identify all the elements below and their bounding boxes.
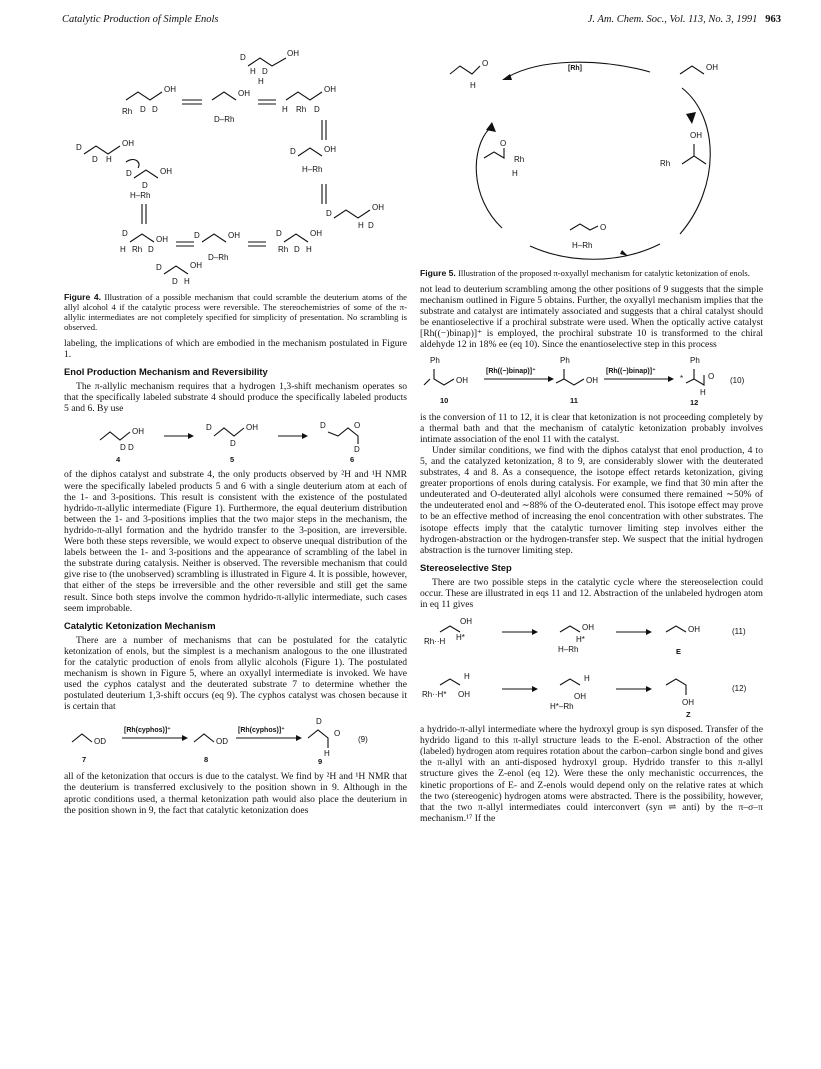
figure-5 xyxy=(420,38,763,278)
svg-text:OH: OH xyxy=(238,89,250,98)
fig5-hydrido-oxyallyl xyxy=(570,223,606,250)
svg-text:(11): (11) xyxy=(732,627,746,637)
equation-12 xyxy=(420,667,763,724)
equation-9-drawing xyxy=(64,712,407,766)
fig4-molecule-5 xyxy=(126,167,172,200)
svg-text:OH: OH xyxy=(160,167,172,176)
svg-text:OH: OH xyxy=(456,375,468,385)
svg-text:H: H xyxy=(358,221,364,230)
svg-text:*: * xyxy=(680,373,684,383)
compound-10 xyxy=(424,356,468,405)
equation-11 xyxy=(420,610,763,667)
svg-text:5: 5 xyxy=(230,455,235,465)
svg-text:D: D xyxy=(368,221,374,230)
arrow-head xyxy=(548,376,554,382)
left-column xyxy=(64,38,407,816)
svg-text:D: D xyxy=(194,231,200,240)
svg-text:H–Rh: H–Rh xyxy=(130,191,151,200)
svg-text:D: D xyxy=(156,263,162,272)
journal-citation: J. Am. Chem. Soc., Vol. 113, No. 3, 1991 xyxy=(587,14,758,25)
caption-text: Illustration of the proposed π-oxyallyl mechanism for catalytic ketonization of enols. xyxy=(457,268,750,278)
svg-text:OH: OH xyxy=(682,698,694,708)
svg-text:H: H xyxy=(120,245,126,254)
paragraph: labeling, the implications of which are embodied in the mechanism postulated in Figure 1. xyxy=(64,338,407,361)
eq11-substrate xyxy=(424,617,472,646)
svg-text:7: 7 xyxy=(82,755,87,765)
svg-text:[Rh]: [Rh] xyxy=(568,65,582,72)
svg-text:OD: OD xyxy=(94,737,106,747)
svg-text:H: H xyxy=(700,387,706,397)
svg-text:Z: Z xyxy=(686,710,691,720)
svg-text:OH: OH xyxy=(706,63,718,72)
svg-text:H–Rh: H–Rh xyxy=(558,645,579,655)
equilibrium-arrow xyxy=(248,242,266,246)
fig5-oxyallyl-intermediate xyxy=(484,139,524,178)
compound-12 xyxy=(680,356,714,407)
svg-text:(10): (10) xyxy=(730,375,745,385)
svg-text:[Rh((−)binap)]⁺: [Rh((−)binap)]⁺ xyxy=(486,367,536,375)
svg-text:[Rh(cyphos)]⁺: [Rh(cyphos)]⁺ xyxy=(124,727,171,735)
arrow-head xyxy=(620,250,628,256)
caption-text: Illustration of a possible mechanism that could scramble the deuterium atoms of the allyl alcohol 4 if the catalytic process were reversible. The stereochemistries of some of the π-allylic intermediates are not completely specified for simplicity of presentation. No scrambling is observed. xyxy=(64,292,407,332)
svg-text:11: 11 xyxy=(570,395,578,405)
svg-text:D: D xyxy=(148,245,154,254)
figure-5-caption xyxy=(420,268,763,278)
svg-text:E: E xyxy=(676,647,682,657)
figure-4-caption xyxy=(64,292,407,332)
arrow-head xyxy=(686,112,696,124)
fig5-enol-complex xyxy=(660,131,706,168)
right-column xyxy=(420,38,763,824)
svg-text:Ph: Ph xyxy=(560,355,570,365)
svg-text:D: D xyxy=(92,155,98,164)
svg-text:OH: OH xyxy=(156,235,168,244)
svg-text:OH: OH xyxy=(688,625,700,635)
cycle-arc-left xyxy=(476,128,502,228)
svg-text:Rh: Rh xyxy=(278,245,289,254)
svg-text:D: D xyxy=(206,423,212,433)
scheme-1-drawing xyxy=(64,414,407,464)
svg-text:D: D xyxy=(320,421,326,431)
svg-text:D: D xyxy=(142,181,148,190)
svg-text:Rh··H*: Rh··H* xyxy=(422,690,447,700)
svg-text:OH: OH xyxy=(246,423,258,433)
fig4-molecule-10 xyxy=(276,229,322,254)
svg-text:H: H xyxy=(470,81,476,90)
svg-text:OH: OH xyxy=(372,203,384,212)
svg-text:D: D xyxy=(120,443,126,453)
caption-label: Figure 4. xyxy=(64,292,102,302)
svg-text:OH: OH xyxy=(164,85,176,94)
svg-text:H*–Rh: H*–Rh xyxy=(550,702,574,712)
eq12-substrate xyxy=(422,672,470,699)
svg-text:Ph: Ph xyxy=(690,355,700,365)
svg-text:D: D xyxy=(290,147,296,156)
svg-text:Rh: Rh xyxy=(122,107,133,116)
svg-text:9: 9 xyxy=(318,757,323,767)
svg-text:D: D xyxy=(128,443,134,453)
equation-12-drawing xyxy=(420,667,763,719)
fig5-aldehyde xyxy=(450,59,488,90)
svg-text:D: D xyxy=(316,717,322,727)
svg-text:H*: H* xyxy=(456,633,465,643)
svg-text:OH: OH xyxy=(324,85,336,94)
fig4-molecule-1 xyxy=(122,85,176,116)
svg-text:D–Rh: D–Rh xyxy=(208,253,229,262)
eq11-intermediate xyxy=(558,623,594,654)
svg-text:H–Rh: H–Rh xyxy=(302,165,323,174)
figure-4-scheme xyxy=(64,38,407,288)
section-heading: Catalytic Ketonization Mechanism xyxy=(64,619,216,631)
paragraph: is the conversion of 11 to 12, it is clear that ketonization is not proceeding completely by a thermal bath and that the mechanism of catalytic ketonization probably involves intimate association of the enol 11 with the catalyst. xyxy=(420,411,763,445)
svg-text:OH: OH xyxy=(586,375,598,385)
svg-text:OH: OH xyxy=(190,261,202,270)
svg-text:8: 8 xyxy=(204,755,209,765)
figure-4 xyxy=(64,38,407,332)
fig4-molecule-6 xyxy=(290,145,336,174)
cycle-arc-right xyxy=(680,88,710,234)
arrow-head xyxy=(296,735,302,741)
svg-text:D: D xyxy=(126,169,132,178)
svg-text:OH: OH xyxy=(574,692,586,702)
svg-text:D–Rh: D–Rh xyxy=(214,115,235,124)
svg-text:[Rh(cyphos)]⁺: [Rh(cyphos)]⁺ xyxy=(238,727,285,735)
svg-text:H: H xyxy=(324,749,330,759)
equation-10-drawing xyxy=(420,351,763,407)
fig4-molecule-8 xyxy=(120,229,168,254)
svg-text:[Rh((−)binap)]⁺: [Rh((−)binap)]⁺ xyxy=(606,367,656,375)
svg-text:OH: OH xyxy=(310,229,322,238)
svg-text:6: 6 xyxy=(350,455,355,465)
running-header-journal xyxy=(588,14,781,25)
svg-text:OH: OH xyxy=(122,139,134,148)
svg-text:H: H xyxy=(464,672,470,682)
equation-9 xyxy=(64,712,407,771)
arrow-head xyxy=(188,433,194,439)
equilibrium-arrow xyxy=(258,100,276,104)
fig4-molecule-4 xyxy=(76,139,134,164)
scheme-1 xyxy=(64,414,407,469)
compound-8 xyxy=(194,734,228,764)
svg-text:10: 10 xyxy=(440,395,449,405)
eq12-intermediate xyxy=(550,674,590,711)
svg-text:OH: OH xyxy=(228,231,240,240)
svg-text:O: O xyxy=(482,59,489,68)
arrow-head xyxy=(668,376,674,382)
svg-text:Ph: Ph xyxy=(430,355,440,365)
svg-text:O: O xyxy=(600,223,607,232)
svg-text:OH: OH xyxy=(460,617,472,627)
svg-text:D: D xyxy=(314,105,320,114)
svg-text:OD: OD xyxy=(216,737,228,747)
compound-5 xyxy=(206,423,258,464)
fig5-allyl-alcohol xyxy=(680,63,718,74)
svg-text:Rh··H: Rh··H xyxy=(424,637,446,647)
svg-text:OH: OH xyxy=(324,145,336,154)
fig4-molecule-2 xyxy=(212,89,250,124)
svg-text:H: H xyxy=(258,77,264,86)
fig4-molecule-bottom xyxy=(156,261,202,286)
svg-text:D: D xyxy=(172,277,178,286)
equilibrium-arrow xyxy=(322,184,326,204)
fig4-molecule-3 xyxy=(282,85,336,114)
svg-text:H: H xyxy=(184,277,190,286)
arrow-head xyxy=(646,629,652,635)
svg-text:D: D xyxy=(240,53,246,62)
svg-text:O: O xyxy=(708,371,715,381)
svg-text:Rh: Rh xyxy=(132,245,143,254)
section-heading: Stereoselective Step xyxy=(420,561,512,573)
paragraph: Under similar conditions, we find with the diphos catalyst that enol production, 4 to 5, and the catalyzed ketonization, 8 to 9, are considerably slower with the deuterated substrates, 4 and 8. As a consequence, the isotope effect retards ketonization, giving greater proportions of enols during catalysis. For example, we find that 30 min after the undeuterated and O-deuterated allyl alcohols were consumed there remained ∼50% of the undeuterated enol and ∼88% of the O-deuterated enol. This isotope effect may prove to be an effective method of increasing the enol concentration with other substrates. The isotope effects imply that the catalytic turnover limiting step involves either the hydrogen-abstraction or the hydrogen-transfer step. We suspect that the initial hydrogen abstraction is the turnover limiting step. xyxy=(420,444,763,556)
equilibrium-arrow xyxy=(182,100,202,104)
svg-text:D: D xyxy=(294,245,300,254)
svg-text:12: 12 xyxy=(690,397,699,407)
svg-text:D: D xyxy=(276,229,282,238)
section-heading: Enol Production Mechanism and Reversibility xyxy=(64,366,268,378)
svg-text:(9): (9) xyxy=(358,735,368,745)
compound-6 xyxy=(320,421,360,464)
arrow-head xyxy=(532,629,538,635)
svg-text:D: D xyxy=(122,229,128,238)
figure-5-scheme xyxy=(420,38,763,264)
svg-text:H: H xyxy=(282,105,288,114)
svg-text:O: O xyxy=(500,139,507,148)
paragraph: of the diphos catalyst and substrate 4, the only products observed by ²H and ¹H NMR were the specifically labeled products 5 and 6 with a single deuterium atom at each of the 1- and 3-positions. This result is consistent with the existence of the postulated hydrido-π-allylic intermediate (Figure 1). Furthermore, the equal deuterium distribution between the 1- and 3-positions implies that the two major steps in the mechanism, the hydrido-π-allyl formation and the hydrido transfer to the 3-position, are irreversible. Were both these steps reversible, we would expect to observe unequal distribution of the labels between the 1- and 3-positions and the appearance of scrambling of the label in the substrate during catalysis. Neither is observed. The reversible mechanism that could give rise to (the unobserved) scrambling is illustrated in Figure 4. It is possible, however, that either of the steps be irreversible and the other reversible and still get the same result. Since both steps involve the common hydrido-π-allylic intermediate, such cases seem improbable. xyxy=(64,469,407,614)
svg-text:D: D xyxy=(230,439,236,449)
svg-text:Rh: Rh xyxy=(660,159,671,168)
paragraph: There are two possible steps in the catalytic cycle where the stereoselection could occur. These are illustrated in eqs 11 and 12. Abstraction of the unlabeled hydrogen atom in eq 11 gives xyxy=(420,576,763,610)
equilibrium-arrow xyxy=(142,204,146,224)
svg-text:D: D xyxy=(262,67,268,76)
page-number: 963 xyxy=(765,14,781,25)
svg-text:H: H xyxy=(512,169,518,178)
arrow-head xyxy=(532,686,538,692)
svg-text:Rh: Rh xyxy=(514,155,525,164)
svg-text:O: O xyxy=(354,421,361,431)
svg-text:D: D xyxy=(354,445,360,455)
svg-text:H: H xyxy=(584,674,590,684)
compound-7 xyxy=(72,734,106,764)
curved-arrow xyxy=(126,160,139,168)
fig4-molecule-9 xyxy=(194,231,240,262)
paragraph: The π-allylic mechanism requires that a hydrogen 1,3-shift mechanism operates so that the specifically labeled substrate 4 should produce the specifically labeled products 5 and 6. By use xyxy=(64,381,407,415)
svg-text:4: 4 xyxy=(116,455,121,465)
compound-4 xyxy=(100,427,144,464)
arrow-head xyxy=(502,74,512,80)
svg-text:OH: OH xyxy=(458,690,470,700)
svg-text:H: H xyxy=(306,245,312,254)
svg-text:H: H xyxy=(250,67,256,76)
compound-11 xyxy=(556,356,598,405)
svg-text:OH: OH xyxy=(582,623,594,633)
compound-9 xyxy=(308,717,340,766)
eq12-product xyxy=(666,679,694,719)
svg-text:(12): (12) xyxy=(732,684,747,694)
running-header-title: Catalytic Production of Simple Enols xyxy=(62,14,219,25)
svg-text:OH: OH xyxy=(132,427,144,437)
svg-text:D: D xyxy=(76,143,82,152)
svg-text:OH: OH xyxy=(287,49,299,58)
arrow-head xyxy=(302,433,308,439)
equilibrium-arrow xyxy=(322,120,326,140)
eq11-product xyxy=(666,625,700,656)
fig4-molecule-top xyxy=(240,49,299,86)
equation-11-drawing xyxy=(420,610,763,662)
svg-text:Rh: Rh xyxy=(296,105,307,114)
svg-text:D: D xyxy=(152,105,158,114)
paragraph: There are a number of mechanisms that can be postulated for the catalytic ketonization of enols, but the simplest is a mechanism analogous to the one illustrated for the catalytic production of enols from allylic alcohols (Figure 1). The postulated mechanism is shown in Figure 5, where an oxyallyl intermediate is invoked. We have used the cyphos catalyst and the deuterated substrate 7 to determine whether the postulated deuterium 1,3-shift occurs (eq 9). The cyphos catalyst was chosen because it is certain that xyxy=(64,634,407,713)
paragraph: all of the ketonization that occurs is due to the catalyst. We find by ²H and ¹H NMR that the deuterium is transferred exclusively to the position shown in 9. Although in the aprotic conditions used, a thermal ketonization path would also place the deuterium in the position shown in 9, the fact that catalytic ketonization does xyxy=(64,771,407,816)
svg-text:D: D xyxy=(326,209,332,218)
paragraph: a hydrido-π-allyl intermediate where the hydroxyl group is syn disposed. Transfer of the hydrido ligand to this π-allyl structure leads to the E-enol. Abstraction of the other (labeled) hydrogen atom requires rotation about the carbon–carbon single bond and gives the π-allyl with an anti-disposed hydroxyl group. Hydrido transfer to this π-allyl structure gives the Z-enol (eq 12). Were these the only mechanistic occurrences, the kinetic proportions of E- and Z-enols would depend only on the relative rates at which the two (stereogenic) hydrogen atoms were abstracted. There is the possibility, however, that the two π-allyl intermediates could interconvert (syn ⇌ anti) by the π–σ–π mechanism.¹⁷ If the xyxy=(420,724,763,824)
svg-text:H–Rh: H–Rh xyxy=(572,241,593,250)
svg-text:D: D xyxy=(140,105,146,114)
cycle-arc-bottom xyxy=(530,244,660,259)
equation-10 xyxy=(420,351,763,412)
equilibrium-arrow xyxy=(176,242,194,246)
arrow-head xyxy=(182,735,188,741)
fig4-molecule-7 xyxy=(326,203,384,230)
svg-text:O: O xyxy=(334,729,341,739)
arrow-head xyxy=(646,686,652,692)
svg-text:H*: H* xyxy=(576,635,585,645)
svg-text:OH: OH xyxy=(690,131,702,140)
svg-text:H: H xyxy=(106,155,112,164)
paragraph: not lead to deuterium scrambling among the other positions of 9 suggests that the simple mechanism outlined in Figure 5 obtains. Further, the oxyallyl mechanism implies that the substrate and catalyst are intimately associated and suggests that a chiral catalyst should be enantioselective if a prochiral substrate were used. When the optically active catalyst [Rh((−)binap)]⁺ is employed, the prochiral substrate 10 is transformed to the chiral aldehyde 12 in 18% ee (eq 10). Since the enantioselective step in this process xyxy=(420,284,763,351)
caption-label: Figure 5. xyxy=(420,268,456,278)
